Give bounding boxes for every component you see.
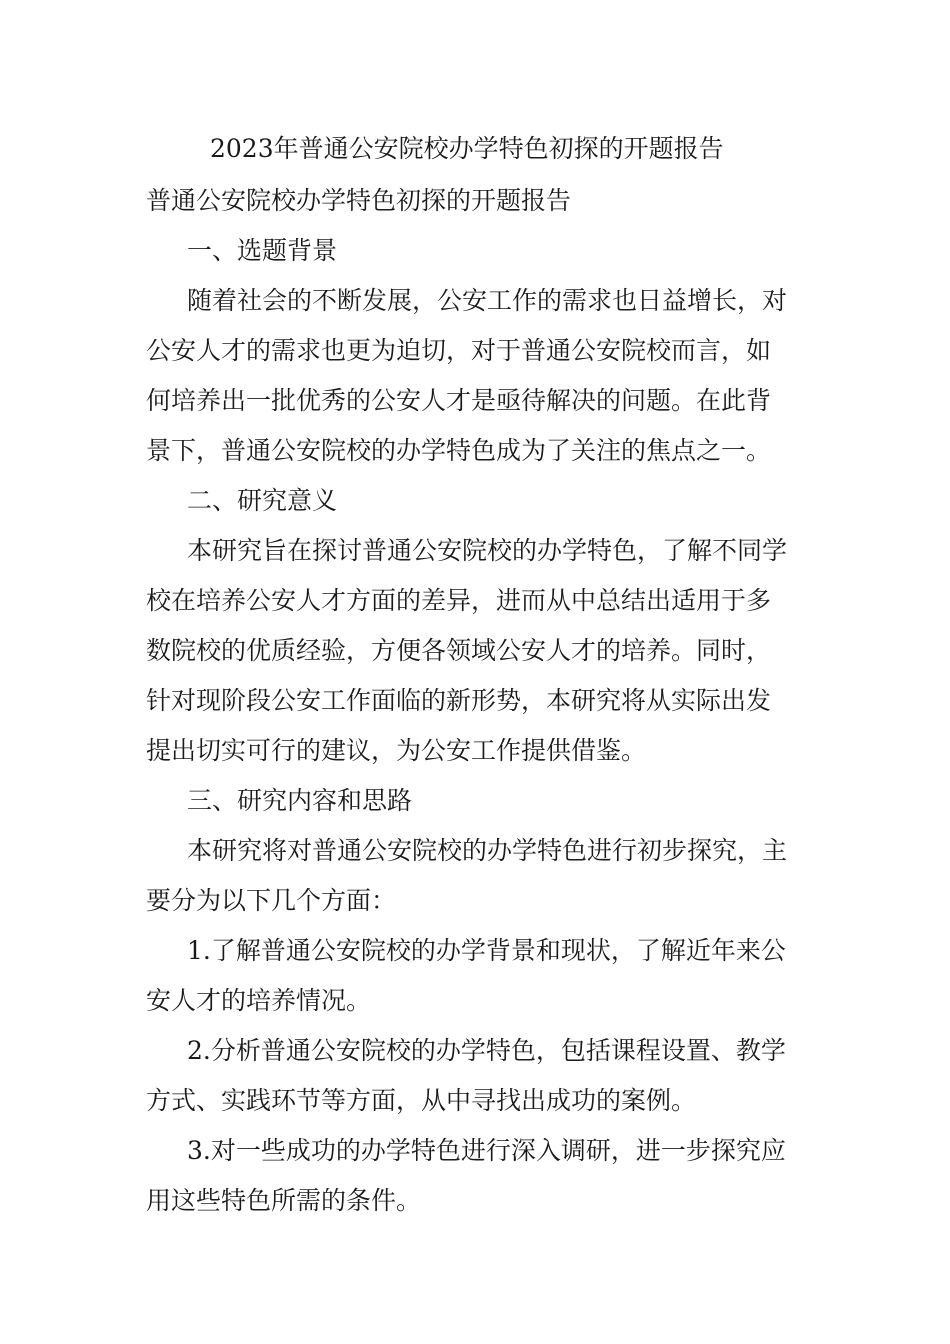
paragraph-line: 数院校的优质经验，方便各领域公安人才的培养。同时， (146, 636, 772, 665)
paragraph-line: 校在培养公安人才方面的差异，进而从中总结出适用于多 (146, 586, 772, 615)
numbered-item-1: 1.了解普通公安院校的办学背景和现状，了解近年来公 (187, 936, 786, 965)
numbered-item-3-continued: 用这些特色所需的条件。 (146, 1186, 422, 1215)
paragraph-line: 要分为以下几个方面： (146, 886, 397, 915)
paragraph-line: 何培养出一批优秀的公安人才是亟待解决的问题。在此背 (146, 386, 772, 415)
section-heading-background: 一、选题背景 (187, 236, 338, 265)
paragraph-line: 本研究将对普通公安院校的办学特色进行初步探究，主 (187, 836, 788, 865)
numbered-item-3: 3.对一些成功的办学特色进行深入调研，进一步探究应 (187, 1136, 786, 1165)
document-title: 2023年普通公安院校办学特色初探的开题报告 (210, 134, 724, 163)
document-subtitle: 普通公安院校办学特色初探的开题报告 (146, 186, 572, 215)
paragraph-line: 提出切实可行的建议，为公安工作提供借鉴。 (146, 736, 647, 765)
paragraph-line: 针对现阶段公安工作面临的新形势，本研究将从实际出发 (146, 686, 772, 715)
paragraph-line: 随着社会的不断发展，公安工作的需求也日益增长，对 (187, 286, 788, 315)
paragraph-line: 公安人才的需求也更为迫切，对于普通公安院校而言，如 (146, 336, 772, 365)
numbered-item-2-continued: 方式、实践环节等方面，从中寻找出成功的案例。 (146, 1086, 697, 1115)
paragraph-line: 本研究旨在探讨普通公安院校的办学特色，了解不同学 (187, 536, 788, 565)
section-heading-content: 三、研究内容和思路 (187, 786, 413, 815)
numbered-item-2: 2.分析普通公安院校的办学特色，包括课程设置、教学 (187, 1036, 786, 1065)
paragraph-line: 景下，普通公安院校的办学特色成为了关注的焦点之一。 (146, 436, 772, 465)
section-heading-significance: 二、研究意义 (187, 486, 338, 515)
numbered-item-1-continued: 安人才的培养情况。 (146, 986, 372, 1015)
